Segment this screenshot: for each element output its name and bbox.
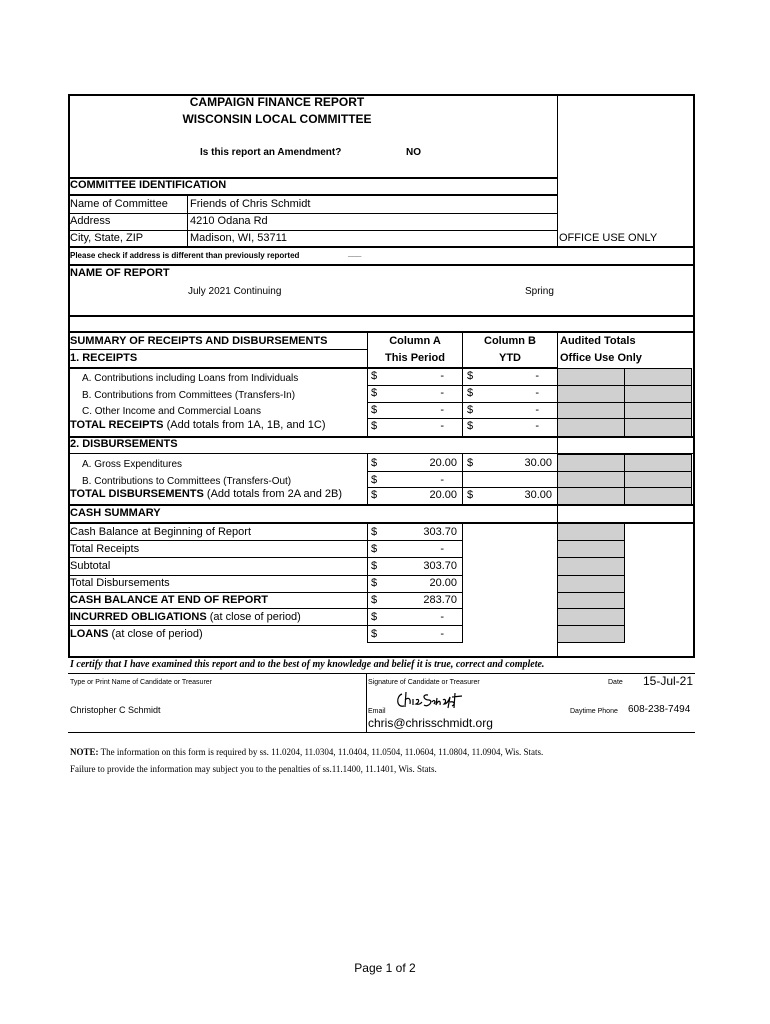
incurred-value[interactable]: - — [440, 611, 444, 623]
page-number: Page 1 of 2 — [354, 961, 416, 975]
column-a-subheader: This Period — [385, 352, 445, 364]
note-label: NOTE: — [70, 747, 99, 757]
signature-icon — [392, 688, 472, 714]
total-receipts-bold: TOTAL RECEIPTS — [70, 419, 164, 431]
audited-cell — [557, 487, 625, 505]
receipt-a-col-b-currency: $ — [467, 370, 474, 382]
disb-a-label: A. Gross Expenditures — [82, 459, 183, 470]
loans-note: (at close of period) — [108, 628, 203, 640]
audited-cell — [557, 592, 625, 609]
audited-cell — [624, 471, 692, 488]
receipt-a-label: A. Contributions including Loans from Individuals — [82, 373, 299, 384]
committee-name-field[interactable]: Friends of Chris Schmidt — [190, 198, 311, 210]
col-b-left — [462, 331, 463, 437]
committee-name-label: Name of Committee — [70, 198, 168, 210]
row-line — [68, 592, 463, 593]
receipt-c-col-b-value[interactable]: - — [535, 404, 539, 416]
incurred-currency: $ — [371, 611, 378, 623]
receipt-b-col-b-value[interactable]: - — [535, 387, 539, 399]
total-disb-bold: TOTAL DISBURSEMENTS — [70, 488, 204, 500]
column-a-header: Column A — [389, 335, 441, 347]
row-line — [68, 540, 463, 541]
report-section-title: NAME OF REPORT — [70, 267, 170, 279]
cash-disb-value[interactable]: 20.00 — [429, 577, 457, 589]
audited-cell — [624, 418, 692, 437]
certification-statement: I certify that I have examined this report and to the best of my knowledge and belief it is true, correct and complete. — [70, 659, 545, 670]
disb-bottom — [68, 504, 695, 506]
disb-a-col-b-value[interactable]: 30.00 — [524, 457, 552, 469]
audited-cell — [557, 368, 625, 386]
form-title-line2: WISCONSIN LOCAL COMMITTEE — [182, 112, 372, 126]
address-check-field[interactable]: ___ — [348, 249, 362, 258]
total-disb-col-a-value[interactable]: 20.00 — [429, 489, 457, 501]
address-field[interactable]: 4210 Odana Rd — [190, 215, 268, 227]
total-receipts-col-a-currency: $ — [371, 420, 378, 432]
audited-cell — [624, 454, 692, 472]
audited-cell — [557, 540, 625, 558]
audited-cell — [557, 608, 625, 626]
receipt-a-col-b-value[interactable]: - — [535, 370, 539, 382]
total-receipts-col-a-value[interactable]: - — [440, 420, 444, 432]
column-b-subheader: YTD — [499, 352, 521, 364]
cash-subtotal-currency: $ — [371, 560, 378, 572]
audited-cell — [557, 418, 625, 437]
disb-a-col-a-value[interactable]: 20.00 — [429, 457, 457, 469]
summary-title: SUMMARY OF RECEIPTS AND DISBURSEMENTS — [70, 335, 328, 347]
penalty-text: Failure to provide the information may subject you to the penalties of ss.11.1400, 11.1401, Wis. Stats. — [70, 764, 437, 774]
cash-begin-value[interactable]: 303.70 — [423, 526, 457, 538]
cash-receipts-label: Total Receipts — [70, 543, 140, 555]
signature-label: Signature of Candidate or Treasurer — [368, 679, 480, 686]
audited-cell — [557, 454, 625, 472]
receipt-c-label: C. Other Income and Commercial Loans — [82, 406, 261, 417]
total-disb-note: (Add totals from 2A and 2B) — [203, 488, 343, 500]
receipt-c-col-a-value[interactable]: - — [440, 404, 444, 416]
receipt-b-col-b-currency: $ — [467, 387, 474, 399]
receipts-title: 1. RECEIPTS — [70, 352, 138, 364]
office-use-divider — [557, 94, 558, 247]
cash-receipts-currency: $ — [371, 543, 378, 555]
committee-title-line — [68, 194, 558, 196]
report-season-field[interactable]: Spring — [525, 286, 554, 297]
date-label: Date — [608, 679, 623, 686]
audited-cell — [557, 625, 625, 643]
cash-subtotal-label: Subtotal — [70, 560, 111, 572]
col-a-left — [367, 331, 368, 437]
receipt-b-label: B. Contributions from Committees (Transfers-In) — [82, 390, 296, 401]
row-line — [367, 418, 558, 419]
certify-bottom-line — [68, 732, 695, 733]
row-line — [68, 213, 558, 214]
disb-b-label: B. Contributions to Committees (Transfers-Out) — [82, 476, 292, 487]
row-line — [367, 385, 558, 386]
row-line — [68, 557, 463, 558]
note-line — [70, 748, 543, 757]
total-disb-col-b-value[interactable]: 30.00 — [524, 489, 552, 501]
disb-a-col-b-currency: $ — [467, 457, 474, 469]
audited-cell — [557, 557, 625, 576]
cash-disb-label: Total Disbursements — [70, 577, 170, 589]
printed-name-field[interactable]: Christopher C Schmidt — [70, 705, 161, 715]
audited-cell — [557, 385, 625, 403]
incurred-label — [70, 612, 301, 623]
email-label: Email — [368, 708, 386, 715]
incurred-bold: INCURRED OBLIGATIONS — [70, 611, 207, 623]
report-top-line — [68, 264, 695, 266]
receipt-c-col-a-currency: $ — [371, 404, 378, 416]
audited-cell — [557, 402, 625, 419]
label-divider — [187, 195, 188, 247]
city-field[interactable]: Madison, WI, 53711 — [190, 232, 288, 244]
report-bottom-line — [68, 315, 695, 317]
audited-totals-header: Audited Totals — [560, 335, 636, 347]
row-line — [68, 625, 463, 626]
total-disb-col-a-currency: $ — [371, 489, 378, 501]
cash-end-label: CASH BALANCE AT END OF REPORT — [70, 594, 268, 606]
cash-end-value[interactable]: 283.70 — [423, 594, 457, 606]
office-use-label: OFFICE USE ONLY — [559, 232, 658, 244]
row-line — [68, 230, 558, 231]
audited-cell — [557, 523, 625, 541]
form-title-line1: CAMPAIGN FINANCE REPORT — [189, 95, 365, 109]
report-gap-line — [68, 331, 695, 333]
summary-header-bottom — [68, 367, 558, 369]
cash-receipts-value[interactable]: - — [440, 543, 444, 555]
total-disb-label — [70, 489, 342, 500]
loans-currency: $ — [371, 628, 378, 640]
committee-bottom-line — [68, 246, 695, 248]
audited-cell — [624, 487, 692, 505]
cash-disb-currency: $ — [371, 577, 378, 589]
signature-divider — [366, 673, 367, 733]
report-name-field[interactable]: July 2021 Continuing — [188, 286, 282, 297]
cash-box-bottom — [367, 642, 463, 643]
receipt-a-col-a-value[interactable]: - — [440, 370, 444, 382]
col-b-left — [462, 453, 463, 505]
col-a-left — [367, 453, 368, 505]
incurred-note: (at close of period) — [206, 611, 301, 623]
note-text: The information on this form is required by ss. 11.0204, 11.0304, 11.0404, 11.0504, 11.0604, 11.0804, 11.0904, Wis. Stats. — [100, 747, 544, 757]
total-receipts-label — [70, 420, 326, 431]
loans-value[interactable]: - — [440, 628, 444, 640]
summary-title-line — [68, 349, 367, 350]
email-field[interactable]: chris@chrisschmidt.org — [368, 716, 493, 730]
cash-subtotal-value[interactable]: 303.70 — [423, 560, 457, 572]
column-b-header: Column B — [484, 335, 536, 347]
cash-begin-currency: $ — [371, 526, 378, 538]
cash-end-currency: $ — [371, 594, 378, 606]
certify-line — [68, 673, 695, 674]
total-receipts-col-b-value[interactable]: - — [535, 420, 539, 432]
handwritten-signature[interactable] — [392, 688, 472, 714]
type-name-label: Type or Print Name of Candidate or Treasurer — [70, 679, 213, 686]
amendment-answer[interactable]: NO — [406, 147, 421, 158]
receipt-c-col-b-currency: $ — [467, 404, 474, 416]
cash-summary-title: CASH SUMMARY — [70, 507, 161, 519]
audited-cell — [624, 368, 692, 386]
total-receipts-note: (Add totals from 1A, 1B, and 1C) — [163, 419, 326, 431]
committee-section-title: COMMITTEE IDENTIFICATION — [70, 179, 227, 191]
date-field[interactable]: 15-Jul-21 — [643, 674, 694, 688]
address-check-label: Please check if address is different than previously reported — [70, 251, 300, 260]
total-receipts-col-b-currency: $ — [467, 420, 474, 432]
receipt-a-col-a-currency: $ — [371, 370, 378, 382]
disb-b-col-a-currency: $ — [371, 474, 378, 486]
audited-totals-subheader: Office Use Only — [560, 352, 642, 364]
loans-label — [70, 629, 203, 640]
cash-begin-label: Cash Balance at Beginning of Report — [70, 526, 252, 538]
disbursements-title: 2. DISBURSEMENTS — [70, 438, 178, 450]
row-line — [367, 402, 558, 403]
row-line — [367, 471, 558, 472]
phone-field[interactable]: 608-238-7494 — [628, 704, 691, 715]
audited-cell — [557, 575, 625, 593]
city-label: City, State, ZIP — [70, 232, 144, 244]
row-line — [68, 575, 463, 576]
amendment-question: Is this report an Amendment? — [200, 147, 342, 158]
row-line — [367, 487, 558, 488]
address-label: Address — [70, 215, 111, 227]
disb-a-col-a-currency: $ — [371, 457, 378, 469]
disb-b-col-a-value[interactable]: - — [440, 474, 444, 486]
phone-label: Daytime Phone — [570, 708, 618, 715]
row-line — [68, 608, 463, 609]
audited-cell — [624, 402, 692, 419]
total-disb-col-b-currency: $ — [467, 489, 474, 501]
audited-cell — [557, 471, 625, 488]
loans-bold: LOANS — [70, 628, 109, 640]
audited-cell — [624, 385, 692, 403]
receipt-b-col-a-value[interactable]: - — [440, 387, 444, 399]
receipt-b-col-a-currency: $ — [371, 387, 378, 399]
